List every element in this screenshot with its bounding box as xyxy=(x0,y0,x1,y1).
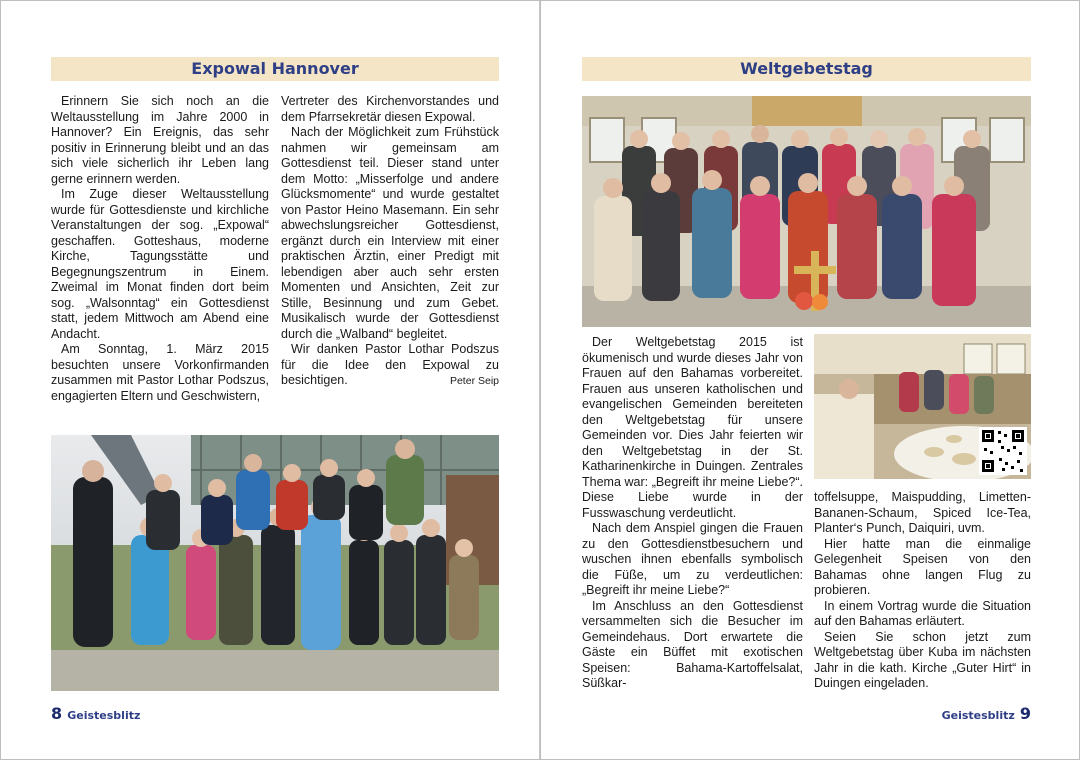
paragraph: Der Weltgebetstag 2015 ist ökumenisch und wurde dieses Jahr von Frauen auf den Bahamas vorbereitet. Frauen aus unseren katholischen und evangelischen Gemeinden bereiteten den Weltgebetstag für unsere Gemeinden vor. Dies Jahr feierten wir den Weltgebetstag in der St. Katharinenkirche in Duingen. Zentrales Thema war: „Begreift ihr meine Liebe?“. Diese Liebe wurde in der Fusswaschung verdeutlicht. xyxy=(582,335,803,520)
article-column-1 xyxy=(51,94,269,404)
author-signature: Peter Seip xyxy=(449,374,499,387)
page-footer xyxy=(51,704,140,723)
page-number: 8 xyxy=(51,704,63,723)
magazine-name: Geistesblitz xyxy=(941,709,1015,722)
paragraph: Im Zuge dieser Weltausstellung wurde für Gottesdienste und kirchliche Veranstaltungen der sog. „Expowal“ geschaffen. Gotteshaus, moderne Kirche, Tagungsstätte und Begegnungszentrum in Einem. Zweimal im Monat finden dort beim sog. „Walsonntag“ ein Gottesdienst statt, jedem Mittwoch am Abend eine Andacht. xyxy=(51,187,269,341)
paragraph: Wir danken Pastor Lothar Podszus für die Idee den Expowal zu besichtigen. xyxy=(281,342,499,387)
article-column-2 xyxy=(281,94,499,389)
article-title: Expowal Hannover xyxy=(51,57,499,81)
magazine-name: Geistesblitz xyxy=(67,709,141,722)
paragraph: Hier hatte man die einmalige Gelegenheit Speisen von den Bahamas ohne langen Flug zu probieren. xyxy=(814,536,1031,597)
article-title: Weltgebetstag xyxy=(582,57,1031,81)
paragraph: Am Sonntag, 1. März 2015 besuchten unsere Vorkonfirmanden zusammen mit Pastor Lothar Podszus, engagierten Eltern und Geschwistern, xyxy=(51,342,269,403)
paragraph: toffelsuppe, Maispudding, Limetten-Bananen-Schaum, Spiced Ice-Tea, Planter‘s Punch, Daiquiri, uvm. xyxy=(814,490,1031,535)
group-photo-confirmands xyxy=(51,435,499,691)
buffet-photo xyxy=(814,334,1031,479)
paragraph: Nach dem Anspiel gingen die Frauen zu den Gottesdienstbesuchern und wuschen ihnen ebenfalls symbolisch die Füße, um zu verdeutlichen: „Begreift ihr meine Liebe?“ xyxy=(582,521,803,597)
paragraph: In einem Vortrag wurde die Situation auf den Bahamas erläutert. xyxy=(814,598,1031,628)
left-page xyxy=(0,0,540,760)
page-number: 9 xyxy=(1019,704,1031,723)
article-column-1 xyxy=(582,335,803,692)
paragraph: Nach der Möglichkeit zum Frühstück nahmen wir gemeinsam am Gottesdienst teil. Dieser stand unter dem Motto: „Misserfolge und andere Glücksmomente“ und wurde gestaltet von Pastor Heino Masemann. Ein sehr abwechslungsreicher Gottesdienst, ergänzt durch ein Interview mit einer praktischen Ärztin, einer Predigt mit lebendigen aber auch sehr ersten Momenten und Ansichten, Zeit zur Stille, Besinnung und zum Gebet. Musikalisch wurde der Gottesdienst durch die „Walband“ begleitet. xyxy=(281,125,499,341)
article-column-2 xyxy=(814,490,1031,692)
group-photo-women xyxy=(582,96,1031,327)
paragraph: Vertreter des Kirchenvorstandes und dem Pfarrsekretär diesen Expowal. xyxy=(281,94,499,124)
paragraph: Im Anschluss an den Gottesdienst versammelten sich die Besucher im Gemeindehaus. Dort erwartete die Gäste ein Büffet mit exotischen Speisen: Bahama-Kartoffelsalat, Süßkar- xyxy=(582,598,803,690)
paragraph: Erinnern Sie sich noch an die Weltausstellung im Jahre 2000 in Hannover? Ein Ereignis, das sehr positiv in Erinnerung bleibt und an das sich viele sicherlich ihr Leben lang gerne erinnern werden. xyxy=(51,94,269,186)
paragraph: Seien Sie schon jetzt zum Weltgebetstag über Kuba im nächsten Jahr in die kath. Kirche „Guter Hirt“ in Duingen eingeladen. xyxy=(814,629,1031,690)
right-page xyxy=(540,0,1080,760)
page-footer xyxy=(942,704,1031,723)
